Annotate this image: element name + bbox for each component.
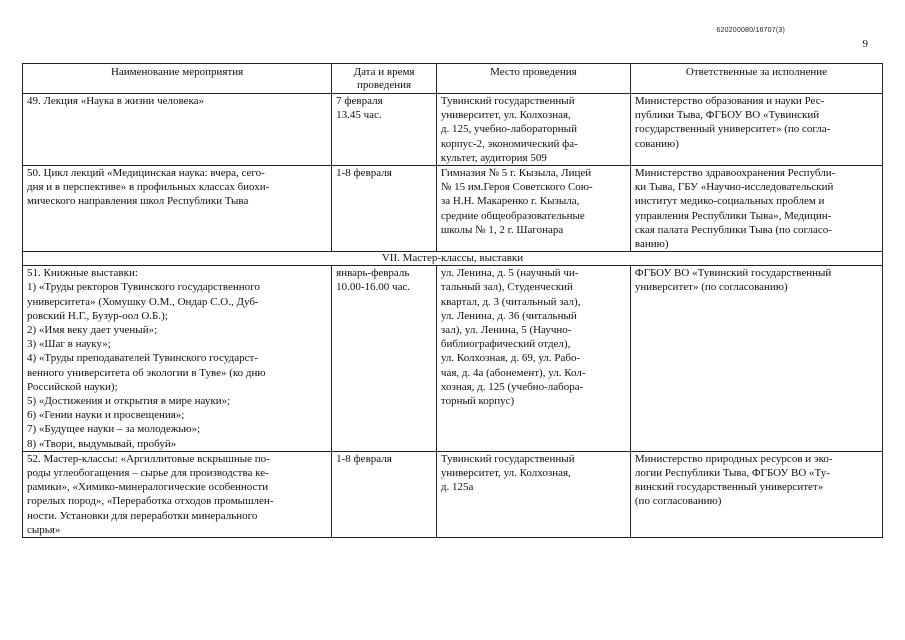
event-cell: 50. Цикл лекций «Медицинская наука: вчера, сего- дня и в перспективе» в профильных классах биохи- мического направления школ Республики Тыва [23,166,332,252]
table-row [23,94,883,166]
date-cell: январь-февраль 10.00-16.00 час. [332,266,437,452]
table-row [23,166,883,252]
event-cell: 51. Книжные выставки: 1) «Труды ректоров Тувинского государственного университета» (Хомушку О.М., Ондар С.О., Дуб- ровский Н.Г., Бузур-оол О.Б.); 2) «Имя веку дает ученый»; 3) «Шаг в науку»; 4) «Труды преподавателей Тувинского государст- венного университета об экологии в Туве» (ко дню Российской науки); 5) «Достижения и открытия в мире науки»; 6) «Гении науки и просвещения»; 7) «Будущее науки – за молодежью»; 8) «Твори, выдумывай, пробуй» [23,266,332,452]
section-row [23,252,883,266]
page-number: 9 [862,38,868,50]
column-header-place: Место проведения [436,64,630,94]
column-header-date: Дата и время проведения [332,64,437,94]
event-cell: 49. Лекция «Наука в жизни человека» [23,94,332,166]
table-header-row [23,64,883,94]
events-table [22,63,883,538]
responsible-cell: ФГБОУ ВО «Тувинский государственный университет» (по согласованию) [630,266,882,452]
place-cell: ул. Ленина, д. 5 (научный чи- тальный зал), Студенческий квартал, д. 3 (читальный зал), ул. Ленина, д. 36 (читальный зал), ул. Ленина, 5 (Научно- библиографический отдел), ул. Колхозная, д. 69, ул. Рабо- чая, д. 4а (абонемент), ул. Кол- хозная, д. 125 (учебно-лабора- торный корпус) [436,266,630,452]
event-cell: 52. Мастер-классы: «Аргиллитовые вскрышные по- роды углеобогащения – сырье для производства ке- рамики», «Химико-минералогические особенности горелых пород», «Переработка отходов промышлен- ности. Установки для переработки минерального сырья» [23,451,332,537]
date-cell: 1-8 февраля [332,166,437,252]
responsible-cell: Министерство природных ресурсов и эко- логии Республики Тыва, ФГБОУ ВО «Ту- винский государственный университет» (по согласованию) [630,451,882,537]
date-cell: 1-8 февраля [332,451,437,537]
place-cell: Гимназия № 5 г. Кызыла, Лицей № 15 им.Героя Советского Сою- за Н.Н. Макаренко г. Кызыла, средние общеобразовательные школы № 1, 2 г. Шагонара [436,166,630,252]
document-code: 620200080/16707(3) [716,27,785,34]
column-header-event: Наименование мероприятия [23,64,332,94]
date-cell: 7 февраля 13.45 час. [332,94,437,166]
table-row [23,451,883,537]
place-cell: Тувинский государственный университет, ул. Колхозная, д. 125, учебно-лабораторный корпус-2, экономический фа- культет, аудитория 509 [436,94,630,166]
section-title: VII. Мастер-классы, выставки [23,252,883,266]
column-header-responsible: Ответственные за исполнение [630,64,882,94]
responsible-cell: Министерство образования и науки Рес- публики Тыва, ФГБОУ ВО «Тувинский государственный университет» (по согла- сованию) [630,94,882,166]
table-row [23,266,883,452]
responsible-cell: Министерство здравоохранения Республи- ки Тыва, ГБУ «Научно-исследовательский институт медико-социальных проблем и управления Республики Тыва», Медицин- ская палата Республики Тыва (по согласо- ванию) [630,166,882,252]
place-cell: Тувинский государственный университет, ул. Колхозная, д. 125а [436,451,630,537]
